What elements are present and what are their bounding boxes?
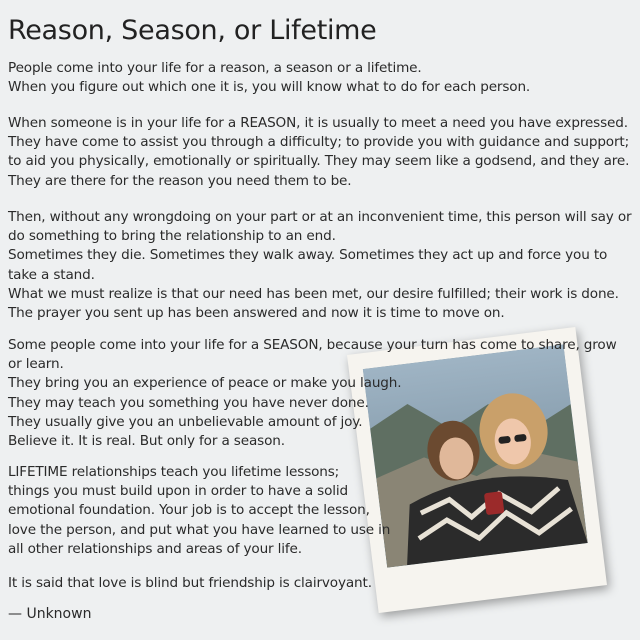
- lifetime-line: LIFETIME relationships teach you lifetime lessons;: [8, 464, 340, 480]
- intro-paragraph: [8, 59, 530, 97]
- then-line: Then, without any wrongdoing on your part or at an inconvenient time, this person will say or: [8, 209, 632, 225]
- season-line: They usually give you an unbelievable amount of joy.: [8, 413, 363, 430]
- intro-line: People come into your life for a reason, a season or a lifetime.: [8, 60, 422, 76]
- lifetime-line: things you must build upon in order to have a solid: [8, 483, 349, 500]
- lifetime-line: all other relationships and areas of your life.: [8, 540, 302, 557]
- then-line: do something to bring the relationship to an end.: [8, 228, 336, 245]
- reason-line: to aid you physically, emotionally or spiritually. They may seem like a godsend, and they are.: [8, 153, 630, 170]
- closing-paragraph: [8, 574, 372, 593]
- then-line: take a stand.: [8, 266, 95, 283]
- season-line: Believe it. It is real. But only for a season.: [8, 433, 285, 450]
- season-paragraph: [8, 336, 617, 451]
- intro-line: When you figure out which one it is, you will know what to do for each person.: [8, 79, 531, 96]
- lifetime-line: emotional foundation. Your job is to accept the lesson,: [8, 502, 370, 519]
- reason-paragraph: [8, 114, 629, 191]
- season-line: or learn.: [8, 356, 64, 373]
- reason-line: When someone is in your life for a REASON, it is usually to meet a need you have expressed.: [8, 115, 628, 131]
- then-line: The prayer you sent up has been answered and now it is time to move on.: [8, 305, 505, 322]
- closing-line: It is said that love is blind but friendship is clairvoyant.: [8, 575, 372, 591]
- lifetime-paragraph: [8, 463, 390, 559]
- lifetime-line: love the person, and put what you have learned to use in: [8, 521, 391, 538]
- reason-line: They have come to assist you through a difficulty; to provide you with guidance and support;: [8, 134, 630, 151]
- then-line: What we must realize is that our need has been met, our desire fulfilled; their work is done.: [8, 285, 619, 302]
- season-line: They may teach you something you have never done.: [8, 394, 369, 411]
- attribution: — Unknown: [8, 606, 92, 622]
- then-paragraph: [8, 208, 631, 323]
- page-title: Reason, Season, or Lifetime: [8, 15, 377, 46]
- then-line: Sometimes they die. Sometimes they walk away. Sometimes they act up and force you to: [8, 247, 608, 264]
- season-line: They bring you an experience of peace or make you laugh.: [8, 375, 402, 392]
- season-line: Some people come into your life for a SEASON, because your turn has come to share, grow: [8, 337, 617, 353]
- reason-line: They are there for the reason you need them to be.: [8, 172, 352, 189]
